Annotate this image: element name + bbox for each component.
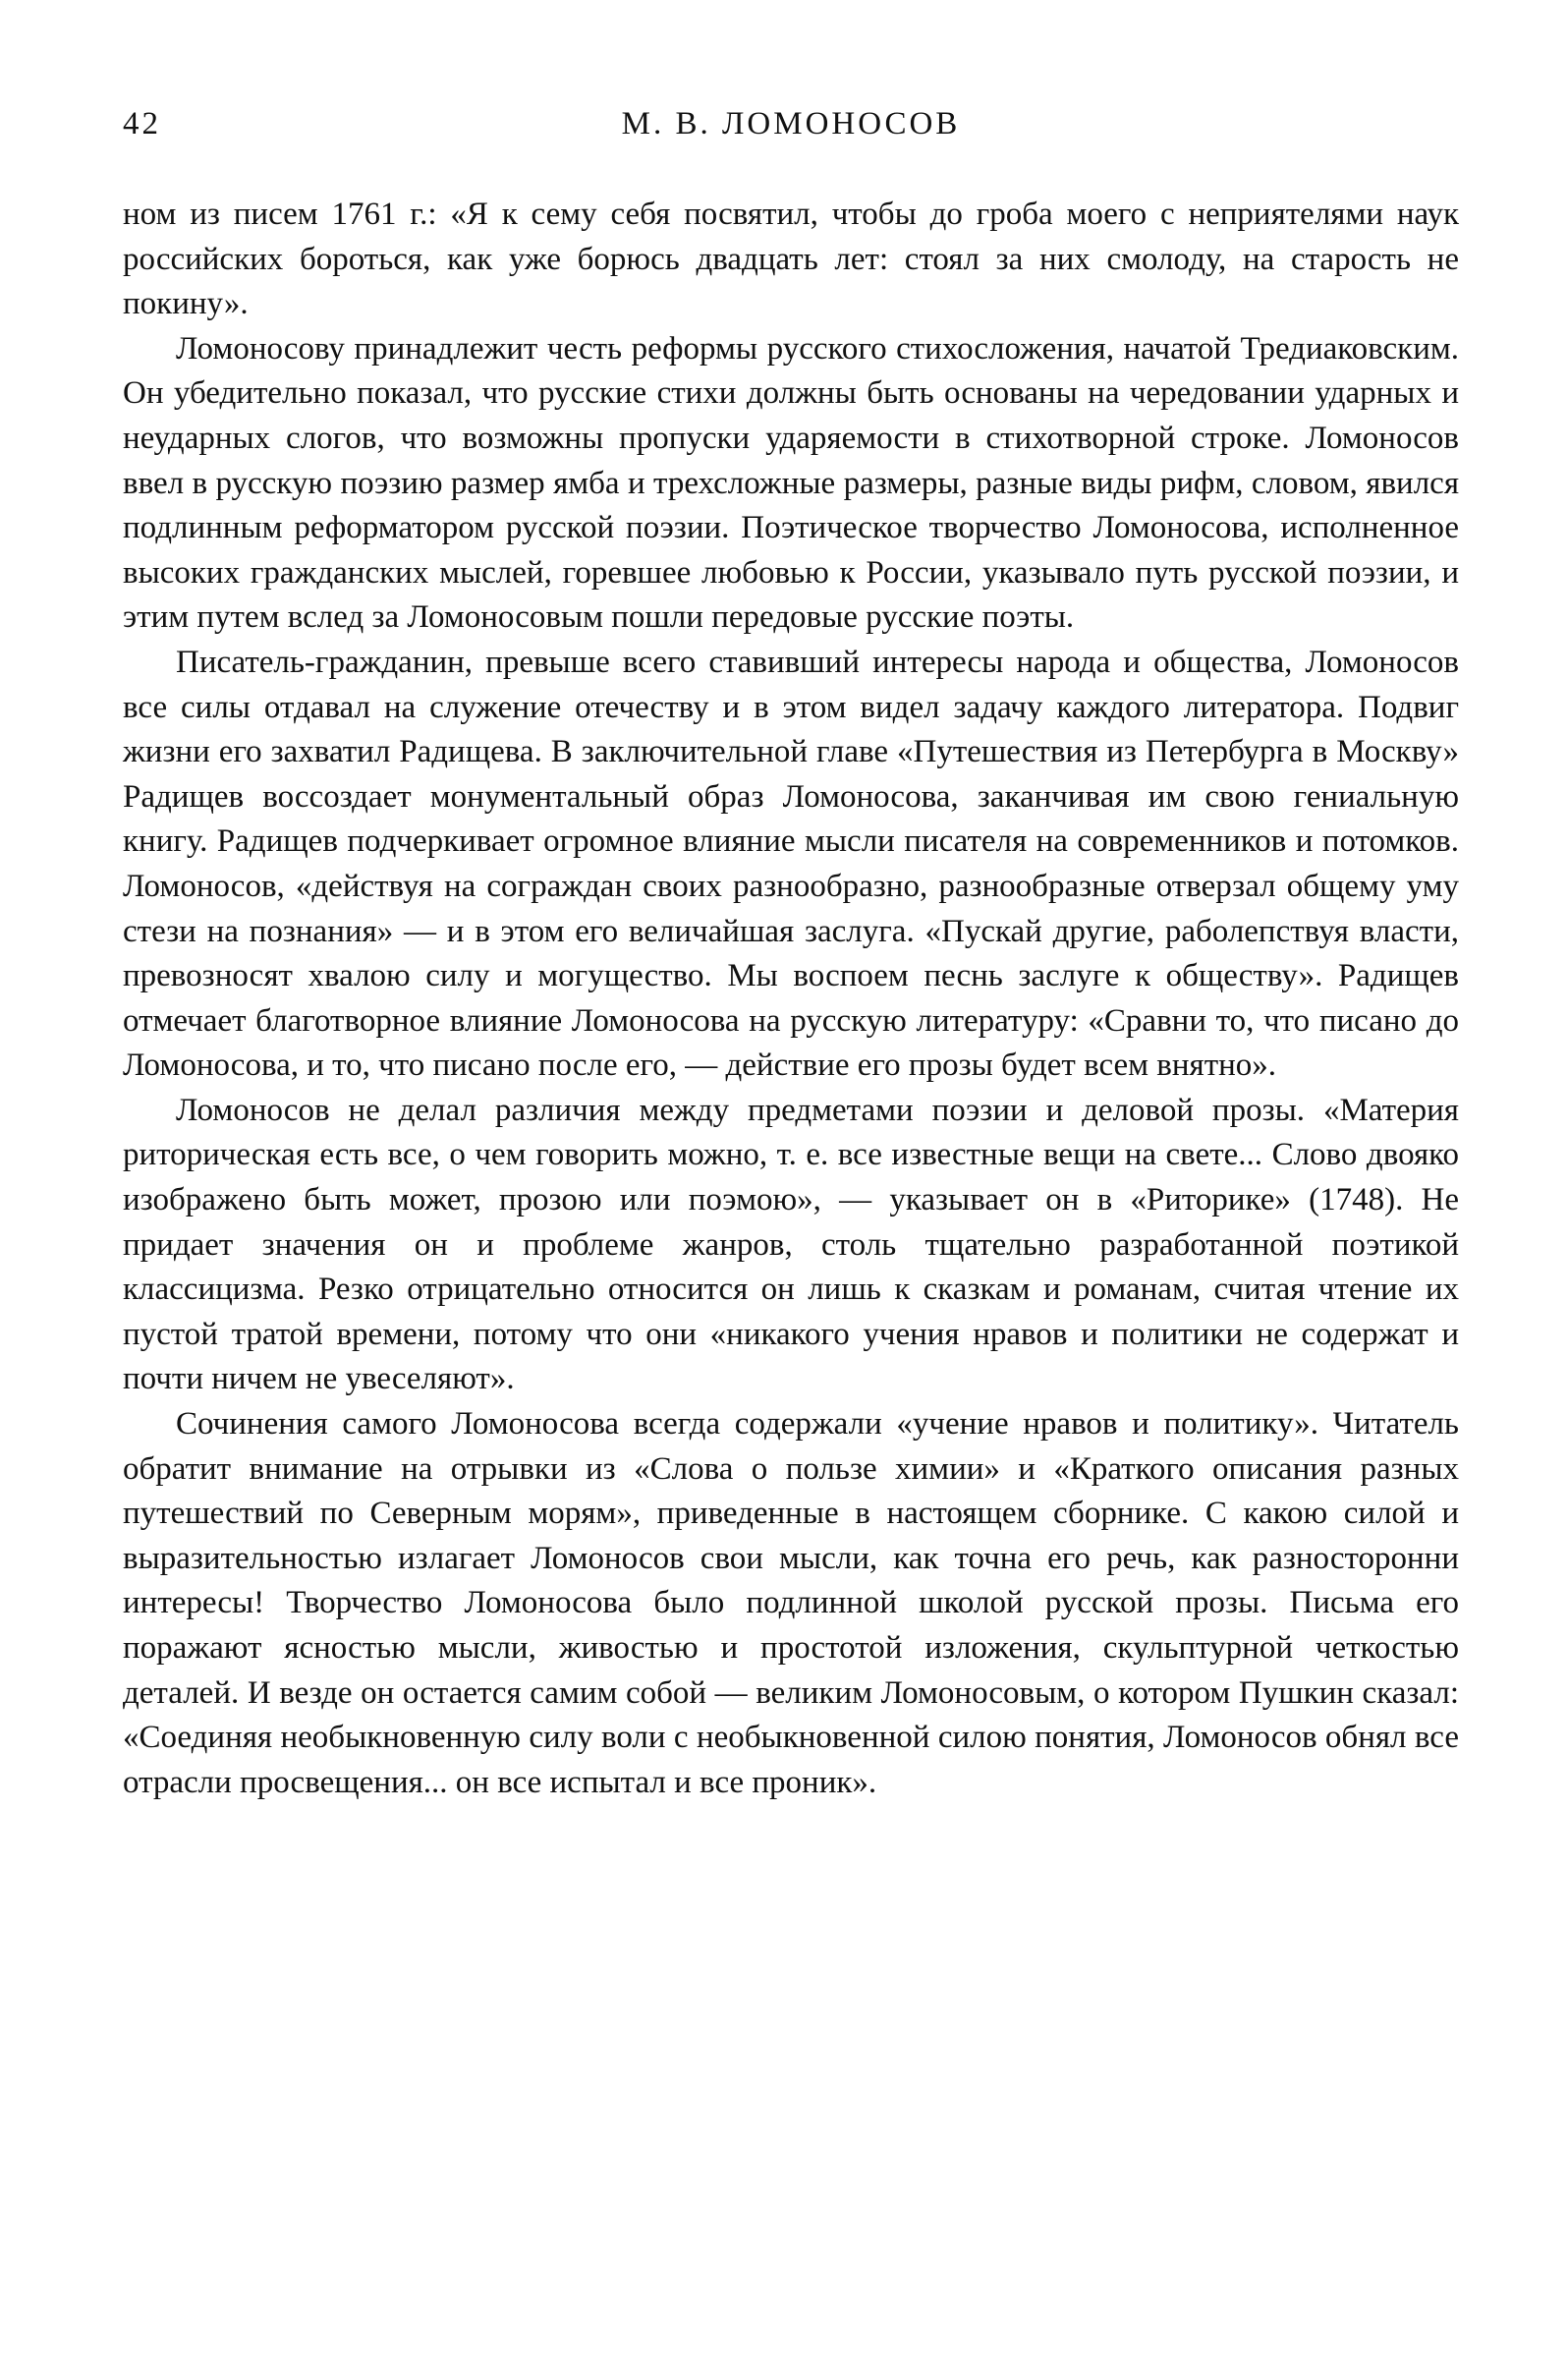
paragraph: Ломоносов не делал различия между предметами поэзии и деловой прозы. «Материя риторическая есть все, о чем говорить можно, т. е. все известные вещи на свете... Слово двояко изображено быть может, прозою или поэмою», — указывает он в «Риторике» (1748). Не придает значения он и проблеме жанров, столь тщательно разработанной поэтикой классицизма. Резко отрицательно относится он лишь к сказкам и романам, считая чтение их пустой тратой времени, потому что они «никакого учения нравов и политики не содержат и почти ничем не увеселяют». — [123, 1092, 1459, 1397]
book-page — [123, 98, 1459, 1805]
paragraph: Писатель-гражданин, превыше всего ставивший интересы народа и общества, Ломоносов все силы отдавал на служение отечеству и в этом видел задачу каждого литератора. Подвиг жизни его захватил Радищева. В заключительной главе «Путешествия из Петербурга в Москву» Радищев воссоздает монументальный образ Ломоносова, заканчивая им свою гениальную книгу. Радищев подчеркивает огромное влияние мысли писателя на современников и потомков. Ломоносов, «действуя на сограждан своих разнообразно, разнообразные отверзал общему уму стези на познания» — и в этом его величайшая заслуга. «Пускай другие, раболепствуя власти, превозносят хвалою силу и могущество. Мы воспоем песнь заслуге к обществу». Радищев отмечает благотворное влияние Ломоносова на русскую литературу: «Сравни то, что писано до Ломоносова, и то, что писано после его, — действие его прозы будет всем внятно». — [123, 644, 1459, 1084]
page-number: 42 — [123, 106, 161, 141]
paragraph: Ломоносову принадлежит честь реформы русского стихосложения, начатой Тредиаковским. Он убедительно показал, что русские стихи должны быть основаны на чередовании ударных и неударных слогов, что возможны пропуски ударяемости в стихотворной строке. Ломоносов ввел в русскую поэзию размер ямба и трехсложные размеры, разные виды рифм, словом, явился подлинным реформатором русской поэзии. Поэтическое творчество Ломоносова, исполненное высоких гражданских мыслей, горевшее любовью к России, указывало путь русской поэзии, и этим путем вслед за Ломоносовым пошли передовые русские поэты. — [123, 330, 1459, 636]
running-head — [123, 98, 1459, 157]
paragraph-continuation: ном из писем 1761 г.: «Я к сему себя посвятил, чтобы до гроба моего с неприятелями наук российских бороться, как уже борюсь двадцать лет: стоял за них смолоду, на старость не покину». — [123, 197, 1459, 322]
paragraph: Сочинения самого Ломоносова всегда содержали «учение нравов и политику». Читатель обратит внимание на отрывки из «Слова о пользе химии» и «Краткого описания разных путешествий по Северным морям», приведенные в настоящем сборнике. С какою силой и выразительностью излагает Ломоносов свои мысли, как точна его речь, как разносторонни интересы! Творчество Ломоносова было подлинной школой русской прозы. Письма его поражают ясностью мысли, живостью и простотой изложения, скульптурной четкостью деталей. И везде он остается самим собой — великим Ломоносовым, о котором Пушкин сказал: «Соединяя необыкновенную силу воли с необыкновенной силою понятия, Ломоносов обнял все отрасли просвещения... он все испытал и все проник». — [123, 1406, 1459, 1800]
running-head-title: М. В. ЛОМОНОСОВ — [621, 106, 961, 141]
body-text — [123, 193, 1459, 1805]
